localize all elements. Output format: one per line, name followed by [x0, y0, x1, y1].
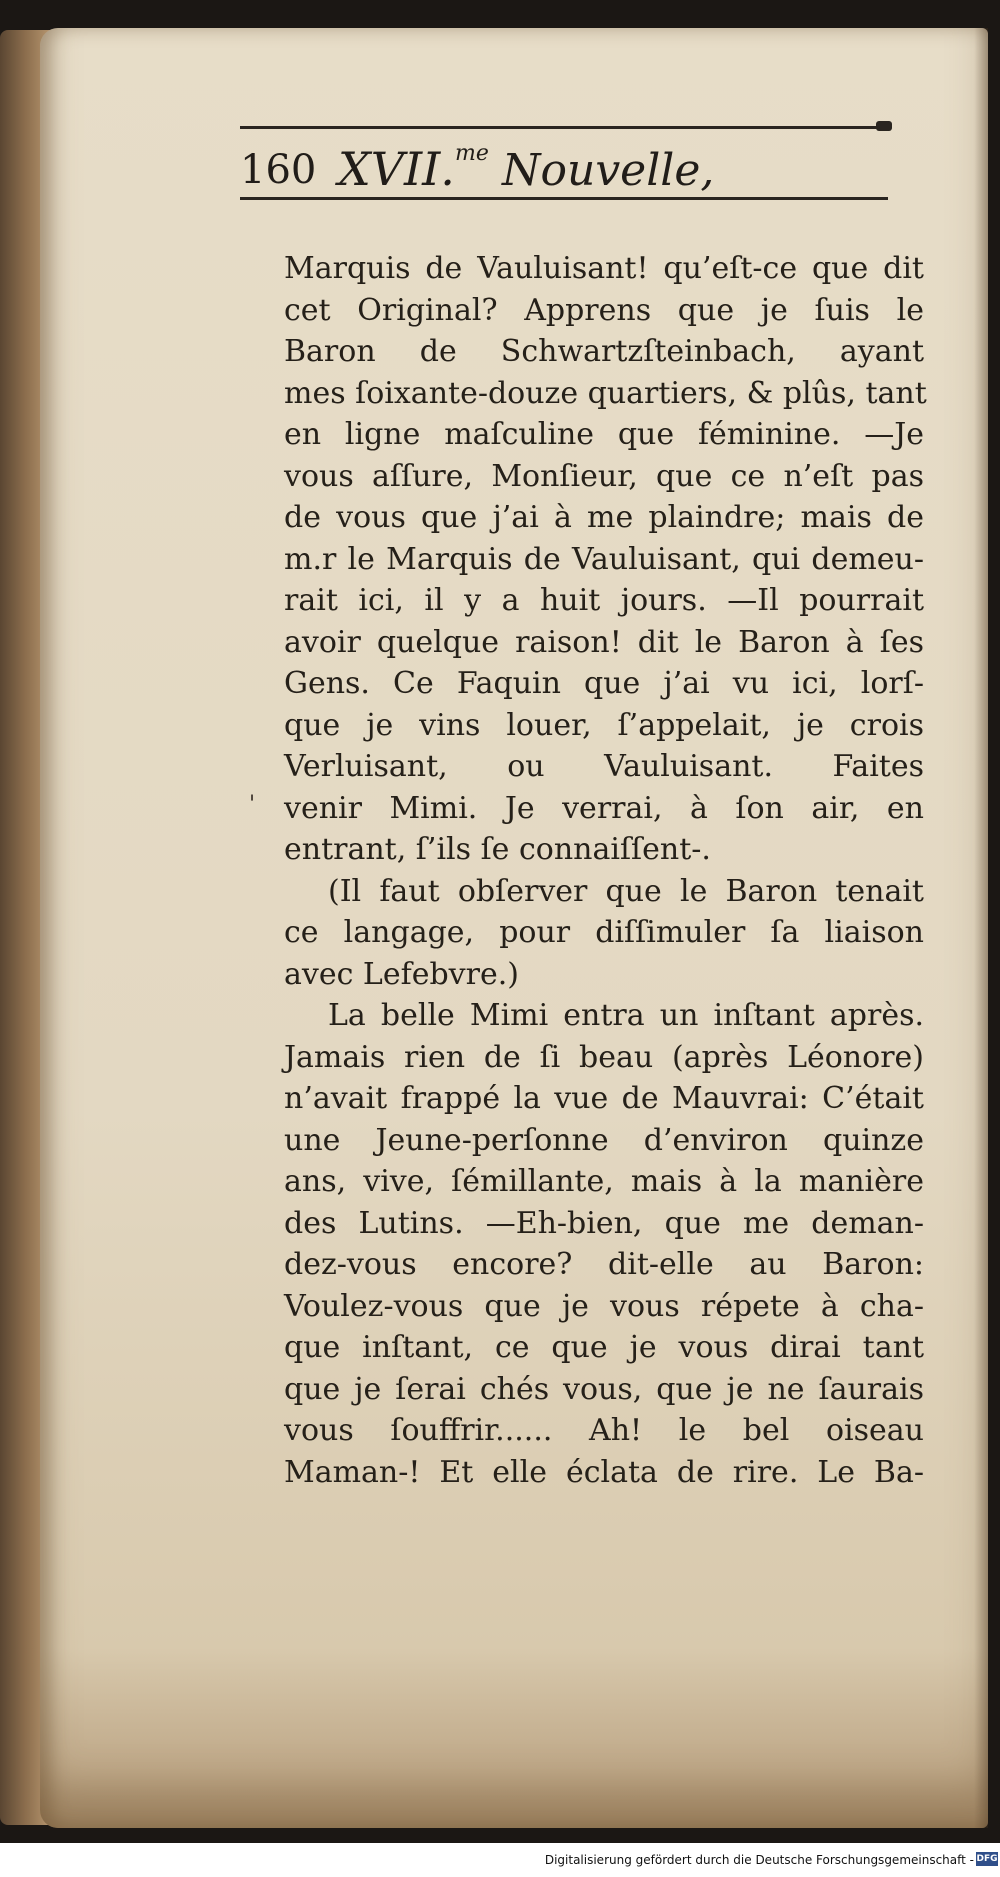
- text-line: que je vins louer, ſ’appelait, je crois: [284, 707, 924, 743]
- text-line: une Jeune-perſonne d’environ quinze: [284, 1122, 924, 1158]
- margin-mark: ': [249, 792, 256, 817]
- header-rule-ornament: [876, 121, 892, 131]
- footer-credit: Digitalisierung gefördert durch die Deutsche Forschungsgemeinschaft -: [544, 1853, 974, 1867]
- body-text: [284, 248, 927, 1493]
- dfg-logo-icon: DFG: [976, 1854, 998, 1864]
- text-line: Marquis de Vauluisant! qu’eſt-ce que dit: [284, 251, 924, 286]
- text-line: que je ſerai chés vous, que je ne ſaurais: [284, 1371, 924, 1407]
- text-line: avec Lefebvre.): [284, 956, 519, 992]
- text-line: dez-vous encore? dit-elle au Baron:: [284, 1247, 924, 1282]
- text-line: Verluisant, ou Vauluisant. Faites: [284, 749, 924, 784]
- text-line: Maman-! Et elle éclata de rire. Le Ba-: [284, 1454, 924, 1490]
- page-number: 160: [240, 147, 317, 193]
- text-line: mes ſoixante-douze quartiers, & plûs, tant: [284, 375, 927, 411]
- text-line: en ligne maſculine que féminine. —Je: [284, 417, 924, 452]
- text-line: que inſtant, ce que je vous dirai tant: [284, 1330, 924, 1365]
- text-line: Jamais rien de ſi beau (après Léonore): [284, 1039, 924, 1075]
- text-line: m.r le Marquis de Vauluisant, qui demeu-: [284, 541, 924, 577]
- text-line: cet Original? Apprens que je ſuis le: [284, 292, 924, 328]
- text-line: vous ſouffrir...... Ah! le bel oiseau: [284, 1413, 924, 1448]
- footer-strip: [0, 1843, 1000, 1877]
- text-line: venir Mimi. Je verrai, à ſon air, en: [284, 790, 924, 826]
- page-right-edge: [974, 28, 988, 1828]
- text-line: des Lutins. —Eh-bien, que me deman-: [284, 1205, 924, 1241]
- text-line: ans, vive, ſémillante, mais à la manière: [284, 1164, 924, 1199]
- text-line: entrant, ſ’ils ſe connaiſſent-.: [284, 832, 711, 867]
- header-rule-top: [240, 126, 880, 129]
- text-line: de vous que j’ai à me plaindre; mais de: [284, 500, 924, 535]
- running-head: [240, 142, 890, 198]
- text-line: rait ici, il y a huit jours. —Il pourrait: [284, 583, 924, 618]
- chapter-ordinal-suffix: me: [455, 141, 489, 166]
- chapter-numeral: XVII.: [338, 142, 455, 196]
- text-line: Voulez-vous que je vous répete à cha-: [284, 1288, 924, 1324]
- text-line: Baron de Schwartzſteinbach, ayant: [284, 334, 924, 369]
- text-line: avoir quelque raison! dit le Baron à ſes: [284, 624, 924, 660]
- text-line: Gens. Ce Faquin que j’ai vu ici, lorſ-: [284, 666, 924, 701]
- text-line: n’avait frappé la vue de Mauvrai: C’était: [284, 1081, 924, 1116]
- header-rule-bottom: [240, 197, 888, 200]
- text-line: (Il faut obſerver que le Baron tenait: [328, 873, 924, 909]
- text-line: ce langage, pour diſſimuler ſa liaison: [284, 915, 924, 950]
- text-line: vous aſſure, Monſieur, que ce n’eſt pas: [284, 458, 924, 494]
- text-line: La belle Mimi entra un inſtant après.: [328, 998, 924, 1033]
- chapter-title: Nouvelle,: [502, 145, 715, 196]
